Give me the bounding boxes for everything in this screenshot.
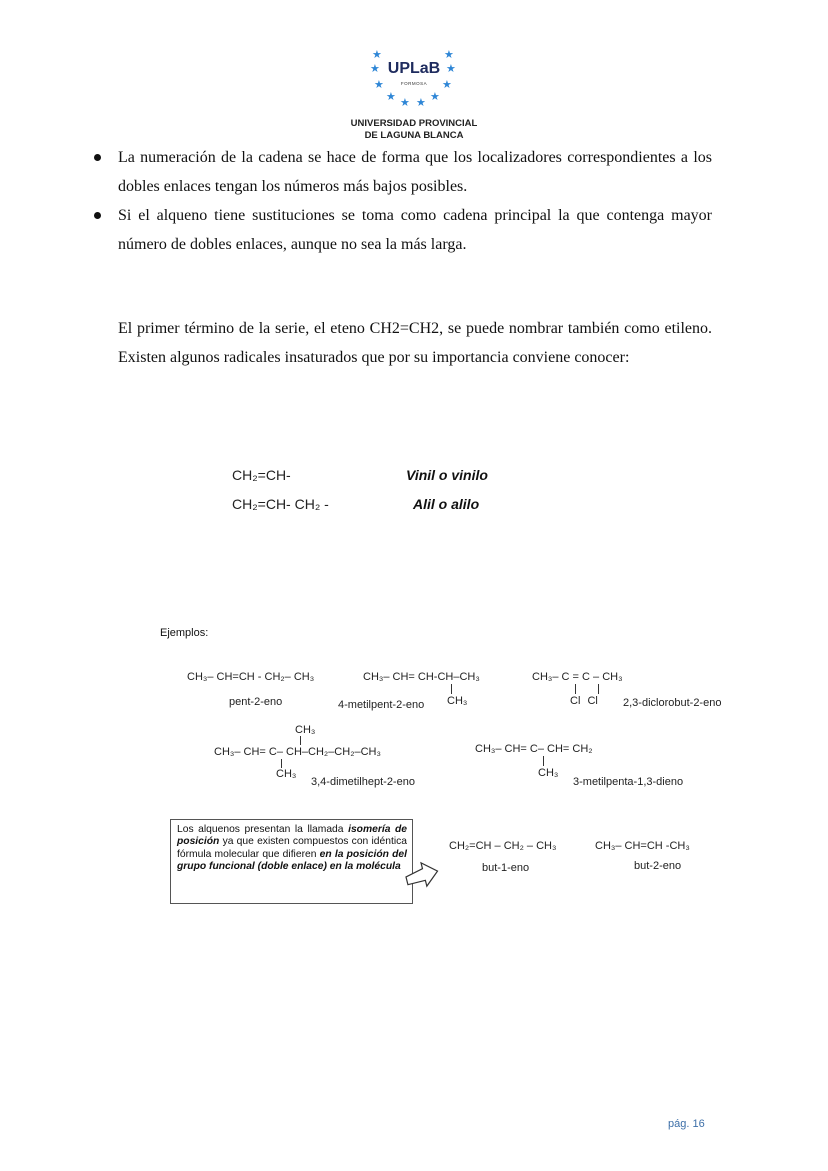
chem-branch: Cl Cl bbox=[570, 695, 598, 707]
compound-name: pent-2-eno bbox=[229, 696, 283, 708]
chem-formula: CH₂=CH – CH₂ – CH₃ bbox=[449, 840, 557, 852]
chem-branch: CH₃ bbox=[276, 768, 297, 780]
star-icon: ★ bbox=[444, 49, 454, 61]
logo-text: UPLaB bbox=[387, 60, 441, 77]
list-item: La numeración de la cadena se hace de forma que los localizadores correspondientes a los dobles enlaces tengan los números más bajos posibles. bbox=[92, 143, 712, 201]
bond-line bbox=[543, 756, 544, 766]
chem-formula: CH₃– CH= CH-CH–CH₃ bbox=[363, 671, 480, 683]
bullet-list bbox=[92, 143, 712, 259]
bond-line bbox=[281, 759, 282, 768]
list-item: Si el alqueno tiene sustituciones se toma como cadena principal la que contenga mayor número de dobles enlaces, aunque no sea la más larga. bbox=[92, 201, 712, 259]
compound-name: but-2-eno bbox=[634, 860, 682, 872]
chem-branch-top: CH₃ bbox=[295, 724, 316, 736]
logo-subtext: FORMOSA bbox=[400, 81, 428, 86]
chem-formula: CH₃– CH= C– CH–CH₂–CH₂–CH₃ bbox=[214, 746, 381, 758]
chem-branch: CH₃ bbox=[538, 767, 559, 779]
bond-line bbox=[451, 684, 452, 694]
chem-formula: CH₃– CH=CH -CH₃ bbox=[595, 840, 690, 852]
chem-formula: CH₃– CH=CH - CH₂– CH₃ bbox=[187, 671, 315, 683]
radical-name: Alil o alilo bbox=[413, 496, 480, 512]
university-name: UNIVERSIDAD PROVINCIAL DE LAGUNA BLANCA bbox=[350, 118, 478, 141]
chem-branch: CH₃ bbox=[447, 695, 468, 707]
star-icon: ★ bbox=[416, 97, 426, 109]
star-icon: ★ bbox=[372, 49, 382, 61]
star-icon: ★ bbox=[386, 91, 396, 103]
radical-name: Vinil o vinilo bbox=[406, 467, 488, 483]
bond-line bbox=[598, 684, 599, 694]
star-icon: ★ bbox=[430, 91, 440, 103]
star-icon: ★ bbox=[446, 63, 456, 75]
isomeria-note-box: Los alquenos presentan la llamada isomería de posición ya que existen compuestos con idéntica fórmula molecular que difieren en la posición del grupo funcional (doble enlace) en la molécula bbox=[170, 819, 413, 904]
compound-name: but-1-eno bbox=[482, 862, 530, 874]
bullet-icon bbox=[94, 212, 101, 219]
compound-name: 2,3-diclorobut-2-eno bbox=[623, 697, 722, 709]
university-logo bbox=[364, 50, 464, 114]
examples-heading: Ejemplos: bbox=[160, 627, 209, 639]
radical-formula: CH₂=CH- bbox=[232, 467, 291, 483]
radical-formula: CH₂=CH- CH₂ - bbox=[232, 496, 329, 512]
star-icon: ★ bbox=[374, 79, 384, 91]
bond-line bbox=[575, 684, 576, 694]
bond-line bbox=[300, 736, 301, 745]
bullet-icon bbox=[94, 154, 101, 161]
compound-name: 3-metilpenta-1,3-dieno bbox=[573, 776, 684, 788]
chem-formula: CH₃– CH= C– CH= CH₂ bbox=[475, 743, 593, 755]
body-paragraph: El primer término de la serie, el eteno CH2=CH2, se puede nombrar también como etileno. Existen algunos radicales insaturados que por su importancia conviene conocer: bbox=[118, 320, 712, 366]
compound-name: 3,4-dimetilhept-2-eno bbox=[311, 776, 415, 788]
star-icon: ★ bbox=[370, 63, 380, 75]
chem-formula: CH₃– C = C – CH₃ bbox=[532, 671, 623, 683]
arrow-right-icon bbox=[404, 859, 440, 889]
compound-name: 4-metilpent-2-eno bbox=[338, 699, 425, 711]
page-number: pág. 16 bbox=[668, 1118, 705, 1130]
star-icon: ★ bbox=[442, 79, 452, 91]
star-icon: ★ bbox=[400, 97, 410, 109]
